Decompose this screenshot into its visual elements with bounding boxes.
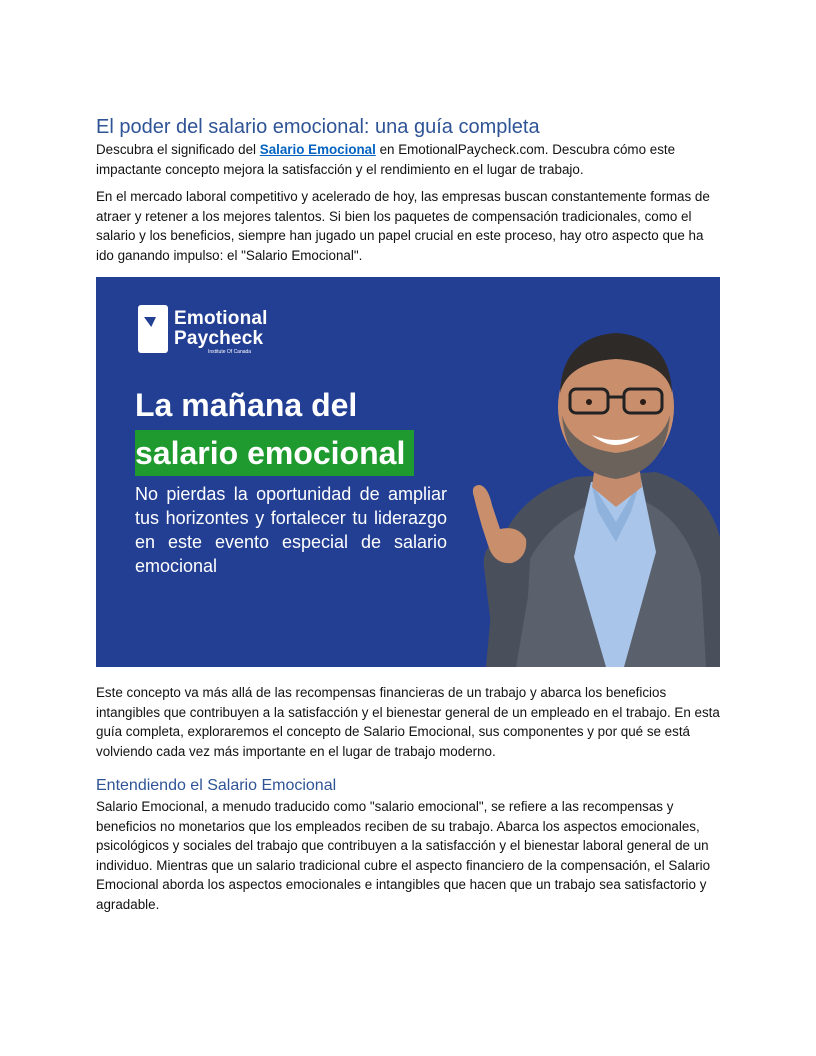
emotional-paycheck-logo	[138, 305, 288, 355]
banner-description: No pierdas la oportunidad de ampliar tus horizontes y fortalecer tu liderazgo en este evento especial de salario emocional	[135, 484, 447, 576]
section-heading: Entendiendo el Salario Emocional	[96, 777, 337, 794]
intro-paragraph	[96, 140, 720, 179]
paragraph-one: En el mercado laboral competitivo y acelerado de hoy, las empresas buscan constantemente formas de atraer y retener a los mejores talentos. Si bien los paquetes de compensación tradicionales, como el salario y los beneficios, siempre han jugado un papel crucial en este proceso, hay otro aspecto que ha ido ganando impulso: el "Salario Emocional".	[96, 189, 710, 263]
section-text: Salario Emocional, a menudo traducido como "salario emocional", se refiere a las recompensas y beneficios no monetarios que los empleados reciben de su trabajo. Abarca los aspectos emocionales, psicológicos y sociales del trabajo que contribuyen a la satisfacción y el bienestar laboral general de un individuo. Mientras que un salario tradicional cubre el aspecto financiero de la compensación, el Salario Emocional aborda los aspectos emocionales e intangibles que hacen que un trabajo sea satisfactorio y agradable.	[96, 799, 711, 912]
document-page	[96, 114, 720, 914]
intro-text-after: en EmotionalPaycheck.com. Descubra cómo este impactante concepto mejora la satisfacción y el rendimiento en el lugar de trabajo.	[96, 142, 676, 177]
logo-subtitle: Institute Of Canada	[208, 349, 252, 355]
intro-text-before: Descubra el significado del	[96, 142, 260, 157]
maple-leaf-icon	[138, 305, 168, 353]
paragraph-two: Este concepto va más allá de las recompensas financieras de un trabajo y abarca los beneficios intangibles que contribuyen a la satisfacción y el bienestar general de un empleado en el trabajo. En esta guía completa, exploraremos el concepto de Salario Emocional, sus componentes y por qué se está volviendo cada vez más importante en el lugar de trabajo moderno.	[96, 685, 720, 759]
event-banner	[96, 277, 720, 667]
banner-title: La mañana del	[135, 387, 358, 423]
presenter-photo	[456, 307, 720, 667]
banner-highlight: salario emocional	[135, 430, 414, 476]
document-title: El poder del salario emocional: una guía completa	[96, 116, 540, 138]
salario-emocional-link[interactable]: Salario Emocional	[259, 142, 376, 157]
logo-text: Emotional Paycheck	[174, 308, 268, 349]
